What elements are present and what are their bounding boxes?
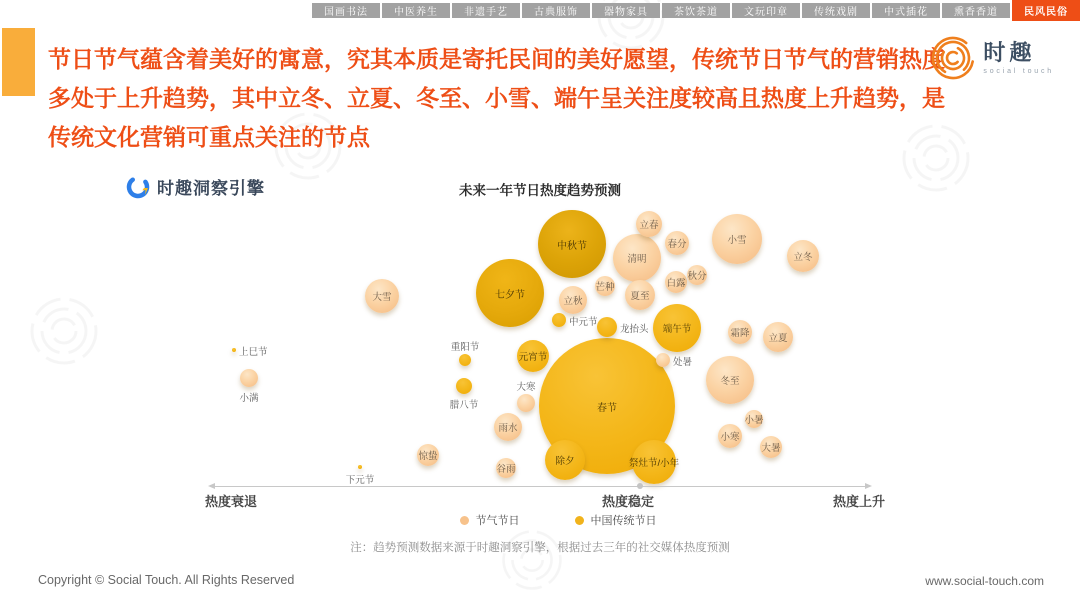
axis-label-decline: 热度衰退 [205,494,258,509]
bubble-label: 立春 [639,220,659,231]
bubble-label: 春节 [597,402,617,414]
axis-label-rise: 热度上升 [833,494,886,509]
page-title: 节日节气蕴含着美好的寓意，究其本质是寄托民间的美好愿望，传统节日节气的营销热度多处于上升趋势，其中立冬、立夏、冬至、小雪、端午呈关注度较高且热度上升趋势，是传统文化营销可重点关注的节点 [48,46,945,150]
bubble-label: 下元节 [345,475,375,486]
legend-dot-solar-icon [460,516,469,525]
chart-bubble [459,354,471,366]
chart-bubble [665,271,687,293]
nav-tab[interactable]: 传统戏剧 [802,3,870,18]
bubble-label: 祭灶节/小年 [628,458,680,469]
chart-note: 注：趋势预测数据来源于时趣洞察引擎，根据过去三年的社交媒体热度预测 [350,542,730,554]
chart-bubble [358,465,362,469]
bubble-label: 小寒 [720,432,740,443]
bubble-label: 立夏 [768,333,788,344]
bubble-label: 元宵节 [518,352,548,363]
chart-title: 未来一年节日热度趋势预测 [459,183,621,198]
chart-bubble [712,214,762,264]
chart-bubble [232,348,236,352]
nav-tab[interactable]: 茶饮茶道 [662,3,730,18]
bubble-label: 处暑 [673,357,693,368]
axis-arrow-left-icon [208,483,215,489]
bubble-label: 谷雨 [496,464,516,475]
website-url: www.social-touch.com [925,574,1044,588]
chart-bubble [517,340,549,372]
chart-bubble [706,356,754,404]
chart-bubble [760,436,782,458]
bubble-label: 大寒 [516,382,536,393]
legend-label-solar: 节气节日 [475,515,520,527]
bubble-label: 夏至 [630,291,650,302]
bubble-label: 清明 [627,254,647,265]
x-axis-line [215,486,865,487]
bubble-label: 大雪 [372,292,392,303]
legend-item-solar [460,512,520,528]
nav-tab[interactable]: 中医养生 [382,3,450,18]
bubble-label: 雨水 [498,423,518,434]
bubble-label: 中元节 [569,317,598,328]
chart-bubble [240,369,258,387]
chart-bubble [456,378,472,394]
chart-bubble [687,265,707,285]
brand-name: 时趣 [983,39,1036,65]
bubble-label: 七夕节 [495,289,525,301]
chart-bubble [625,280,655,310]
chart-bubble [653,304,701,352]
chart-bubble [476,259,544,327]
bubble-label: 小满 [239,393,259,404]
chart-bubble [665,231,689,255]
legend-item-traditional [575,512,657,528]
bubble-label: 小雪 [727,235,747,246]
legend-label-traditional: 中国传统节日 [590,515,657,527]
bubble-label: 立冬 [793,252,813,263]
chart-bubble [494,413,522,441]
chart-bubble [595,276,615,296]
chart-bubble [559,286,587,314]
nav-tab[interactable]: 文玩印章 [732,3,800,18]
bubble-label: 小暑 [744,415,764,426]
bubble-label: 端午节 [662,324,692,335]
bubble-label: 大暑 [761,443,781,454]
axis-label-stable: 热度稳定 [602,494,655,509]
bubble-label: 春分 [667,239,687,250]
nav-tab[interactable]: 器物家具 [592,3,660,18]
chart-bubble [745,410,763,428]
nav-tab[interactable]: 古典服饰 [522,3,590,18]
legend-dot-traditional-icon [575,516,584,525]
chart-bubble [728,320,752,344]
bubble-label: 中秋节 [557,240,587,252]
chart-bubble [545,440,585,480]
engine-label: 时趣洞察引擎 [157,179,265,198]
chart-bubble [613,234,661,282]
chart-bubble [365,279,399,313]
bubble-label: 秋分 [687,271,707,282]
bubble-label: 冬至 [720,376,740,387]
axis-dot [637,483,643,489]
bubble-label: 惊蛰 [418,451,438,462]
chart-bubble [628,440,680,484]
copyright-text: Copyright © Social Touch. All Rights Reserved [38,573,295,587]
chart-bubble [656,353,670,367]
chart-bubble [552,313,566,327]
chart-bubble [597,317,617,337]
chart-bubble [718,424,742,448]
bubble-label: 除夕 [555,456,575,467]
bubble-label: 立秋 [563,296,583,307]
nav-tab[interactable]: 中式插花 [872,3,940,18]
bubble-label: 腊八节 [449,400,479,411]
bubble-label: 芒种 [595,282,615,293]
chart-bubble [763,322,793,352]
brand-subtitle: social touch [983,67,1054,75]
chart-bubble [496,458,516,478]
axis-arrow-right-icon [865,483,872,489]
bubble-label: 重阳节 [450,342,480,353]
chart-bubble [636,211,662,237]
nav-tab[interactable]: 非遗手艺 [452,3,520,18]
chart-bubble [787,240,819,272]
bubble-label: 上巳节 [239,347,268,358]
chart-bubble [538,210,606,278]
bubble-label: 龙抬头 [620,324,649,335]
chart-bubble [517,394,535,412]
bubble-label: 白露 [666,278,686,289]
chart-legend [18,512,1080,528]
nav-tab[interactable]: 国画书法 [312,3,380,18]
nav-tab[interactable]: 民风民俗 [1012,0,1080,21]
bubble-label: 霜降 [730,328,750,339]
chart-bubble [417,444,439,466]
nav-tab[interactable]: 熏香香道 [942,3,1010,18]
